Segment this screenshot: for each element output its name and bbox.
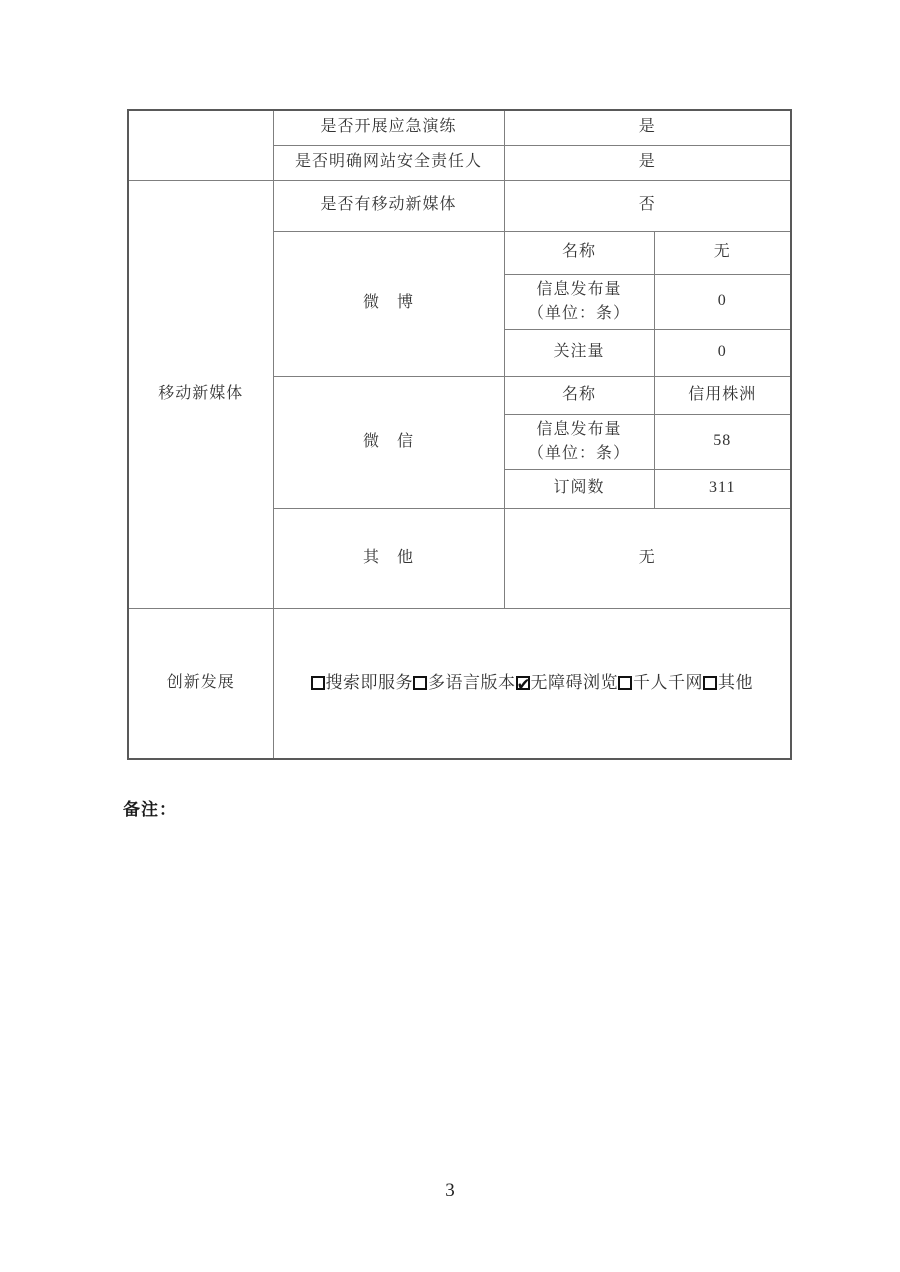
label-has-mobile-media: 是否有移动新媒体 xyxy=(273,180,504,231)
section-cell-empty xyxy=(128,110,273,180)
innovation-option-search-as-service xyxy=(311,670,414,696)
value-weibo-posts: 0 xyxy=(654,274,791,329)
innovation-cell xyxy=(273,608,791,759)
label-weibo-posts-line2: （单位：条） xyxy=(527,304,630,322)
label-wechat-subscribers: 订阅数 xyxy=(504,469,654,508)
label-weibo: 微 博 xyxy=(273,231,504,376)
remark-label: 备注： xyxy=(123,800,177,819)
value-weibo-followers: 0 xyxy=(654,329,791,376)
checkbox-label-multilingual: 多语言版本 xyxy=(428,672,516,692)
value-weibo-name: 无 xyxy=(654,231,791,274)
innovation-option-thousand-sites xyxy=(618,670,703,696)
value-wechat-subscribers: 311 xyxy=(654,469,791,508)
label-other-media: 其 他 xyxy=(273,508,504,608)
innovation-options xyxy=(311,673,754,692)
label-weibo-posts xyxy=(504,274,654,329)
checkbox-multilingual-icon[interactable] xyxy=(413,676,427,690)
label-wechat-posts xyxy=(504,414,654,469)
checkbox-search-as-service-icon[interactable] xyxy=(311,676,325,690)
section-cell-mobile-media: 移动新媒体 xyxy=(128,180,273,608)
checkbox-label-accessibility: 无障碍浏览 xyxy=(530,672,618,692)
checkbox-other-icon[interactable] xyxy=(703,676,717,690)
table-row xyxy=(128,608,791,759)
label-wechat: 微 信 xyxy=(273,376,504,508)
label-wechat-posts-line1: 信息发布量 xyxy=(536,421,622,439)
checkbox-label-thousand-sites: 千人千网 xyxy=(633,672,703,692)
label-weibo-name: 名称 xyxy=(504,231,654,274)
innovation-option-multilingual xyxy=(413,670,516,696)
report-table xyxy=(127,109,792,760)
label-weibo-followers: 关注量 xyxy=(504,329,654,376)
checkbox-accessibility-icon[interactable] xyxy=(516,676,530,690)
label-weibo-posts-line1: 信息发布量 xyxy=(536,281,622,299)
innovation-option-other xyxy=(703,670,753,696)
checkbox-label-search-as-service: 搜索即服务 xyxy=(325,672,413,692)
value-emergency-drill: 是 xyxy=(504,110,791,145)
section-cell-innovation: 创新发展 xyxy=(128,608,273,759)
table-row xyxy=(128,180,791,231)
checkbox-thousand-sites-icon[interactable] xyxy=(618,676,632,690)
checkbox-label-other: 其他 xyxy=(718,672,753,692)
table-row xyxy=(128,110,791,145)
label-wechat-posts-line2: （单位：条） xyxy=(527,444,630,462)
innovation-option-accessibility xyxy=(516,670,619,696)
value-security-responsible: 是 xyxy=(504,145,791,180)
value-wechat-posts: 58 xyxy=(654,414,791,469)
label-emergency-drill: 是否开展应急演练 xyxy=(273,110,504,145)
value-wechat-name: 信用株洲 xyxy=(654,376,791,414)
label-wechat-name: 名称 xyxy=(504,376,654,414)
page-number: 3 xyxy=(445,1180,455,1201)
value-other-media: 无 xyxy=(504,508,791,608)
value-has-mobile-media: 否 xyxy=(504,180,791,231)
label-security-responsible: 是否明确网站安全责任人 xyxy=(273,145,504,180)
